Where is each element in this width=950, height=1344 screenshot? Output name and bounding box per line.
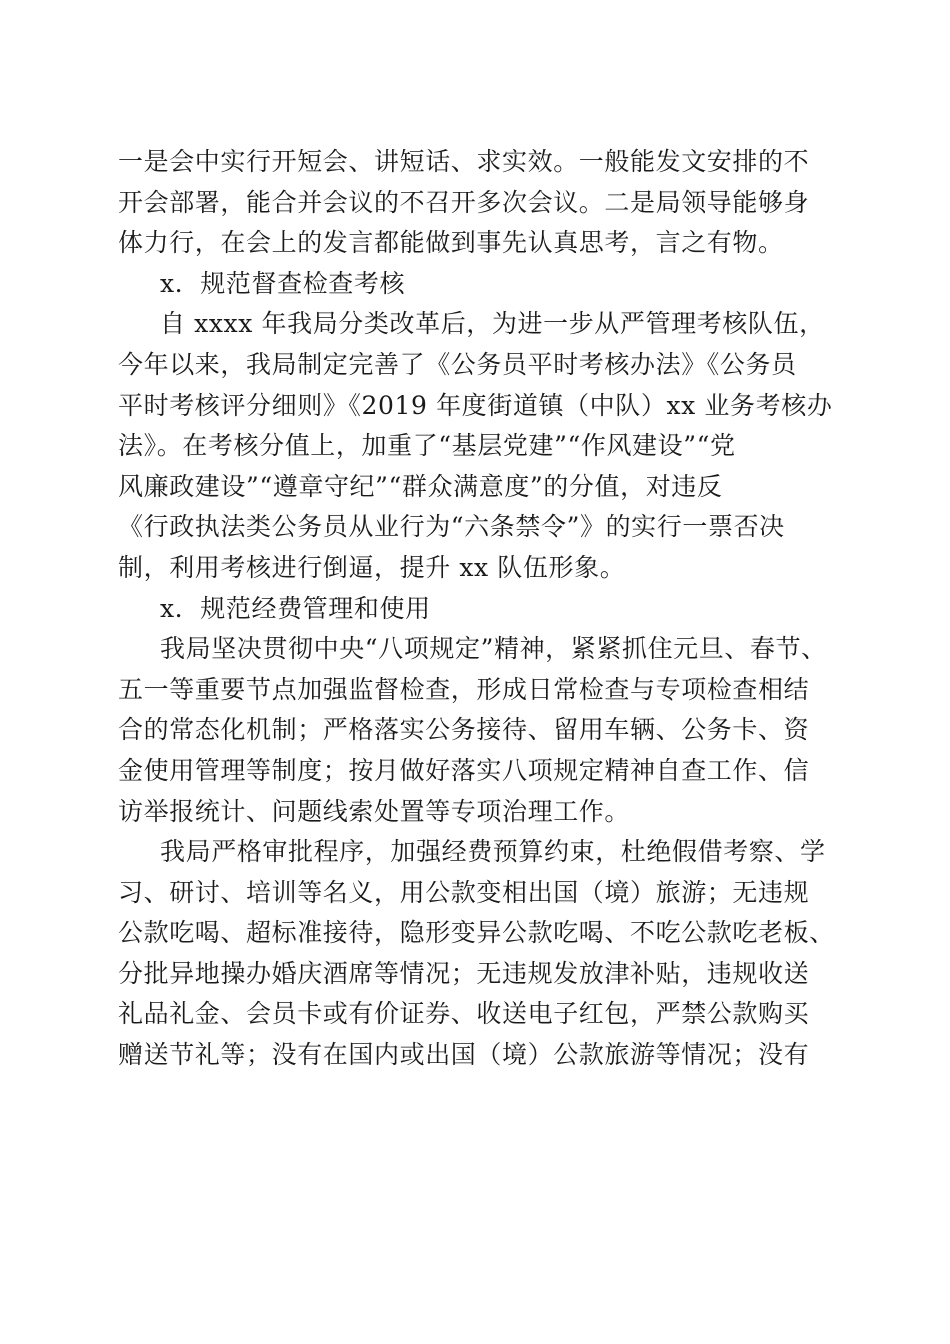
text-line: 五一等重要节点加强监督检查，形成日常检查与专项检查相结 [118,674,810,704]
text-line: 今年以来，我局制定完善了《公务员平时考核办法》《公务员 [118,349,797,379]
text-line: 礼品礼金、会员卡或有价证券、收送电子红包，严禁公款购买 [118,999,810,1029]
text-line: 公款吃喝、超标准接待，隐形变异公款吃喝、不吃公款吃老板、 [118,918,835,948]
section-heading: x．规范督查检查考核 [160,268,406,298]
paragraph-first-line: 自 xxxx 年我局分类改革后，为进一步从严管理考核队伍， [160,309,825,339]
text-line: 访举报统计、问题线索处置等专项治理工作。 [118,796,631,826]
paragraph-first-line: 我局严格审批程序，加强经费预算约束，杜绝假借考察、学 [160,837,826,867]
text-line: 平时考核评分细则》《2019 年度街道镇（中队）xx 业务考核办 [118,390,833,420]
paragraph-first-line: 我局坚决贯彻中央“八项规定”精神，紧紧抓住元旦、春节、 [160,634,827,664]
text-line: 体力行，在会上的发言都能做到事先认真思考，言之有物。 [118,228,784,258]
text-line: 金使用管理等制度；按月做好落实八项规定精神自查工作、信 [118,755,810,785]
text-line: 法》。在考核分值上，加重了“基层党建”“作风建设”“党 [118,431,736,461]
text-line: 合的常态化机制；严格落实公务接待、留用车辆、公务卡、资 [118,715,810,745]
section-heading: x．规范经费管理和使用 [160,593,431,623]
text-line: 制，利用考核进行倒逼，提升 xx 队伍形象。 [118,552,626,582]
document-body [118,142,838,1076]
text-line: 一是会中实行开短会、讲短话、求实效。一般能发文安排的不 [118,147,810,176]
text-line: 风廉政建设”“遵章守纪”“群众满意度”的分值，对违反 [118,471,723,501]
text-line: 赠送节礼等；没有在国内或出国（境）公款旅游等情况；没有 [118,1040,810,1070]
text-line: 习、研讨、培训等名义，用公款变相出国（境）旅游；无违规 [118,877,810,907]
text-line: 开会部署，能合并会议的不召开多次会议。二是局领导能够身 [118,187,810,217]
text-line: 《行政执法类公务员从业行为“六条禁令”》的实行一票否决 [118,512,785,542]
text-line: 分批异地操办婚庆酒席等情况；无违规发放津补贴，违规收送 [118,958,810,988]
